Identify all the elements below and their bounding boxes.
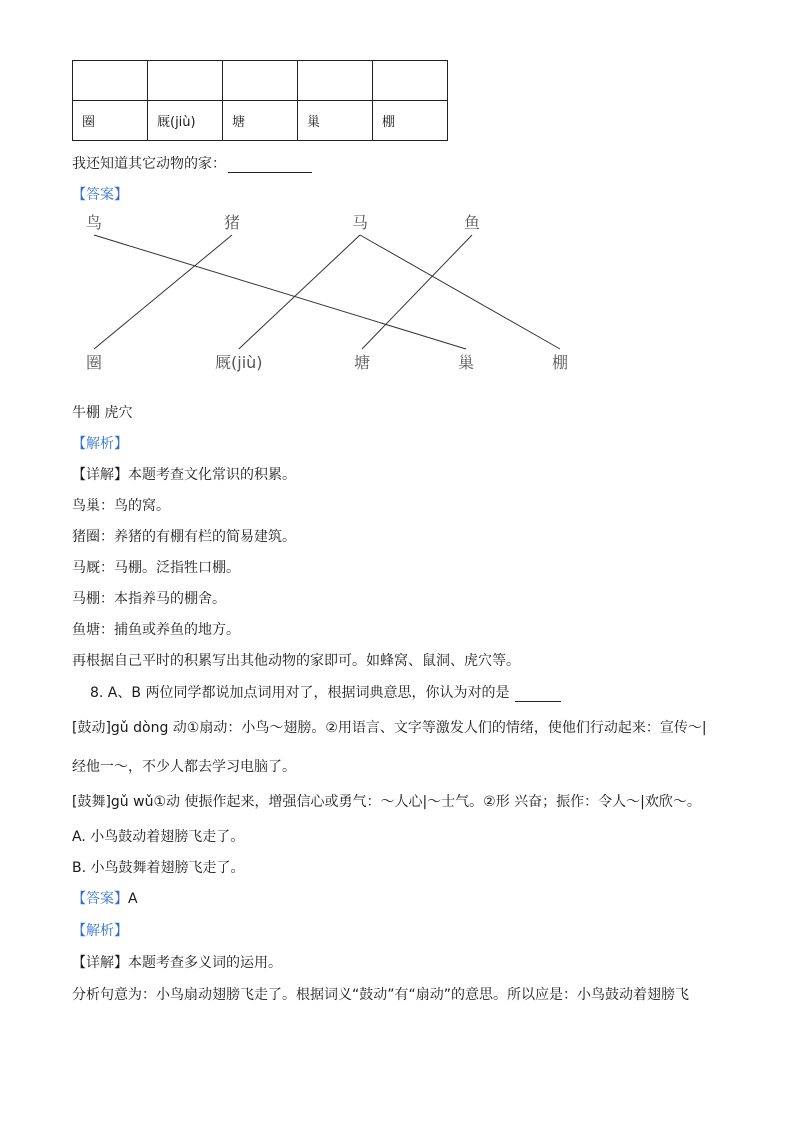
matching-diagram [0,0,794,400]
home-label: 巢 [458,353,475,372]
table-cell: 厩(jiù) [148,101,223,141]
q8-analysis-label: 【解析】 [72,923,128,939]
animal-label: 猪 [224,213,241,232]
match-line [360,235,560,349]
detail-line: 【详解】本题考查文化常识的积累。 [72,467,296,483]
answer-label: 【答案】 [72,187,128,203]
home-label: 厩(jiù) [215,353,263,372]
detail-line: 猪圈：养猪的有棚有栏的简易建筑。 [72,529,296,545]
table-cell: 圈 [73,101,148,141]
answer-extra: 牛棚 虎穴 [72,405,133,421]
option-a: A. 小鸟鼓动着翅膀飞走了。 [72,829,245,845]
detail-line: 鸟巢：鸟的窝。 [72,498,170,514]
question-8-text: 8. A、B 两位同学都说加点词用对了，根据词典意思，你认为对的是 [90,685,510,701]
match-line [239,235,360,349]
question-text: 我还知道其它动物的家： [72,156,226,172]
analysis-label: 【解析】 [72,436,128,452]
table-cell: 塘 [223,101,298,141]
answer-value: A [128,891,138,907]
definition-guwu: [鼓舞]gǔ wǔ①动 使振作起来，增强信心或勇气：～人心|～士气。②形 兴奋；振作：令人～|欢欣～。 [72,794,701,810]
matching-lines [94,235,560,349]
table-cell: 巢 [298,101,373,141]
animal-label: 鸟 [86,213,103,232]
detail-line: 马棚：本指养马的棚舍。 [72,591,226,607]
home-label: 塘 [354,353,371,372]
home-label: 棚 [552,353,569,372]
definition-gudong-cont: 经他一～，不少人都去学习电脑了。 [72,759,296,775]
match-line [94,235,232,349]
definition-gudong: [鼓动]gǔ dòng 动①扇动：小鸟～翅膀。②用语言、文字等激发人们的情绪，使他们行动起来：宣传～| [72,720,707,736]
home-label: 圈 [86,353,103,372]
q8-answer [72,890,138,908]
option-b: B. 小鸟鼓舞着翅膀飞走了。 [72,860,245,876]
q8-reasoning: 分析句意为：小鸟扇动翅膀飞走了。根据词义“鼓动”有“扇动”的意思。所以应是：小鸟鼓动着翅膀飞 [72,987,690,1003]
answer-blank [515,687,561,702]
animal-label: 鱼 [464,213,481,232]
question-8-stem [90,684,561,702]
animal-label: 马 [352,213,369,232]
detail-line: 再根据自己平时的积累写出其他动物的家即可。如蜂窝、鼠洞、虎穴等。 [72,653,520,669]
answer-label: 【答案】 [72,891,128,907]
q8-detail: 【详解】本题考查多义词的运用。 [72,955,282,971]
detail-line: 鱼塘：捕鱼或养鱼的地方。 [72,622,240,638]
match-line [362,235,472,349]
table-cell: 棚 [373,101,448,141]
detail-line: 马厩：马棚。泛指牲口棚。 [72,560,240,576]
match-line [94,235,466,349]
